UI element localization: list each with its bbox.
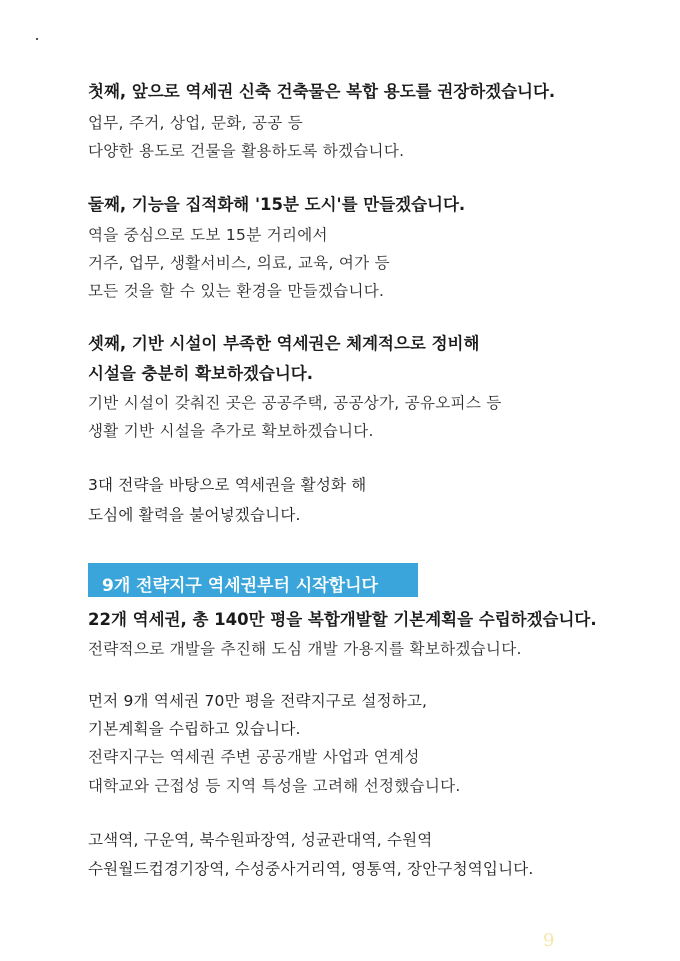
paragraph-3-line-1: 기반 시설이 갖춰진 곳은 공공주택, 공공상가, 공유오피스 등 [88,394,502,412]
section-2-paragraph-1-title: 22개 역세권, 총 140만 평을 복합개발할 기본계획을 수립하겠습니다. [88,610,597,629]
paragraph-3-line-2: 생활 기반 시설을 추가로 확보하겠습니다. [88,422,374,440]
paragraph-1-line-1: 업무, 주거, 상업, 문화, 공공 등 [88,114,304,132]
paragraph-4-line-2: 도심에 활력을 불어넣겠습니다. [88,506,301,524]
paragraph-2-line-3: 모든 것을 할 수 있는 환경을 만들겠습니다. [88,282,385,300]
page-number: 9 [543,930,555,951]
section-2-paragraph-2-line-1: 전략지구는 역세권 주변 공공개발 사업과 연계성 [88,748,420,766]
paragraph-2-line-1: 역을 중심으로 도보 15분 거리에서 [88,226,328,244]
paragraph-2-line-2: 거주, 업무, 생활서비스, 의료, 교육, 여가 등 [88,254,390,272]
section-2-paragraph-2-mid-line-1: 먼저 9개 역세권 70만 평을 전략지구로 설정하고, [88,692,428,710]
paragraph-2-title: 둘째, 기능을 집적화해 '15분 도시'를 만들겠습니다. [88,195,466,214]
section-2-paragraph-2-mid-line-2: 기본계획을 수립하고 있습니다. [88,720,301,738]
paragraph-3-title-line-2: 시설을 충분히 확보하겠습니다. [88,364,313,383]
section-2-paragraph-3-line-2: 수원월드컵경기장역, 수성중사거리역, 영통역, 장안구청역입니다. [88,860,534,878]
paragraph-1-title: 첫째, 앞으로 역세권 신축 건축물은 복합 용도를 권장하겠습니다. [88,82,556,101]
section-2-paragraph-1-line-1: 전략적으로 개발을 추진해 도심 개발 가용지를 확보하겠습니다. [88,640,522,658]
section-2-paragraph-3-line-1: 고색역, 구운역, 북수원파장역, 성균관대역, 수원역 [88,831,433,849]
scan-speck [36,38,38,40]
section-heading: 9개 전략지구 역세권부터 시작합니다 [102,576,378,596]
paragraph-4-line-1: 3대 전략을 바탕으로 역세권을 활성화 해 [88,476,367,494]
paragraph-3-title-line-1: 셋째, 기반 시설이 부족한 역세권은 체계적으로 정비해 [88,334,480,353]
section-2-paragraph-2-line-2: 대학교와 근접성 등 지역 특성을 고려해 선정했습니다. [88,777,461,795]
paragraph-1-line-2: 다양한 용도로 건물을 활용하도록 하겠습니다. [88,142,405,160]
